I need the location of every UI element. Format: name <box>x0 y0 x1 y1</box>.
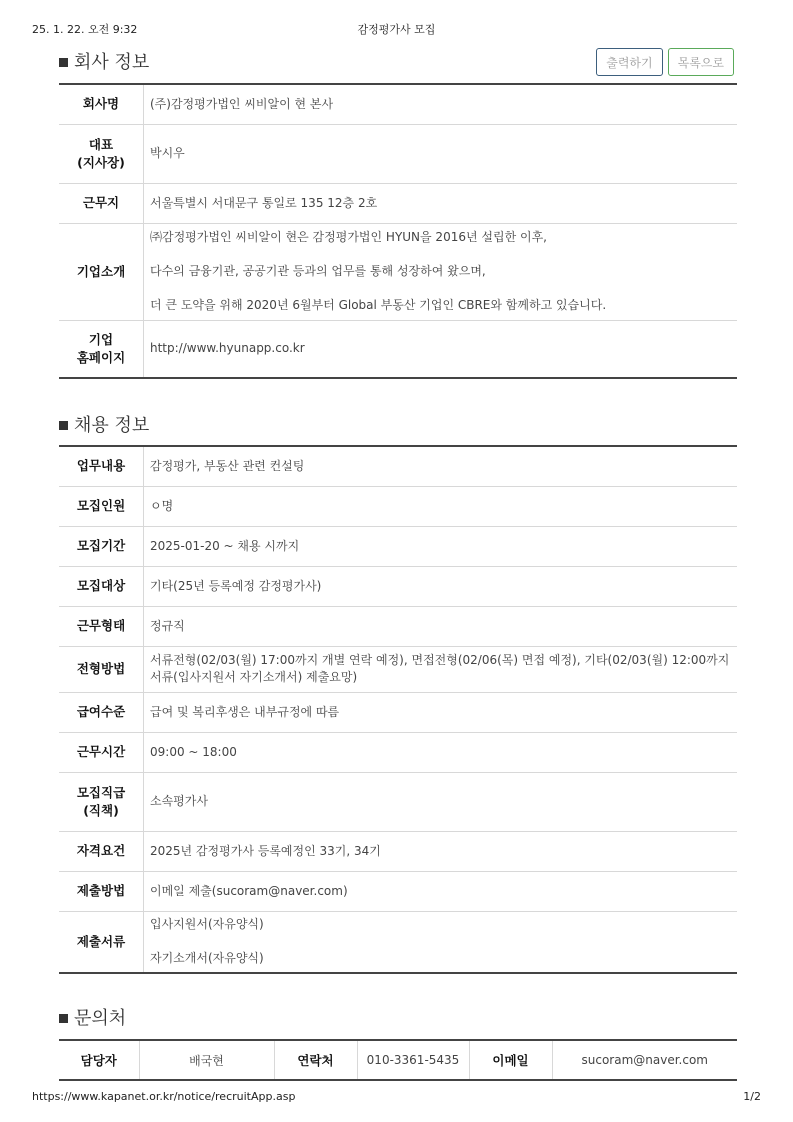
target-label: 모집대상 <box>59 566 144 606</box>
homepage-row <box>59 320 737 378</box>
process-label: 전형방법 <box>59 646 144 692</box>
square-bullet-icon <box>59 1014 68 1023</box>
print-date: 25. 1. 22. 오전 9:32 <box>32 23 138 36</box>
position-value: 소속평가사 <box>144 772 738 831</box>
duty-row <box>59 446 737 486</box>
print-footer <box>32 1090 761 1104</box>
process-row <box>59 646 737 692</box>
qualification-label: 자격요건 <box>59 831 144 871</box>
duty-value: 감정평가, 부동산 관련 컨설팅 <box>150 458 305 473</box>
contact-section-title: 문의처 <box>59 1004 126 1030</box>
period-label: 모집기간 <box>59 526 144 566</box>
phone-label: 연락처 <box>274 1040 357 1080</box>
period-value: 2025-01-20 ~ 채용 시까지 <box>144 526 738 566</box>
contact-table <box>59 1039 737 1081</box>
target-value: 기타(25년 등록예정 감정평가사) <box>144 566 738 606</box>
location-label: 근무지 <box>59 183 144 223</box>
process-value: 서류전형(02/03(월) 17:00까지 개별 연락 예정), 면접전형(02/06(목) 면접 예정), 기타(02/03(월) 12:00까지 서류(입사지원서 자기소개서) 제출요망) <box>144 646 738 692</box>
salary-label: 급여수준 <box>59 692 144 732</box>
document-item: 입사지원서(자유양식) <box>150 917 264 932</box>
intro-label: 기업소개 <box>59 223 144 320</box>
company-name-value: (주)감정평가법인 씨비알이 현 본사 <box>150 96 334 111</box>
contact-row <box>59 1040 737 1080</box>
page-url: https://www.kapanet.or.kr/notice/recruitApp.asp <box>32 1090 296 1103</box>
list-button[interactable]: 목록으로 <box>668 48 734 76</box>
intro-row <box>59 223 737 320</box>
recruit-section-title: 채용 정보 <box>59 411 149 437</box>
documents-value <box>144 911 738 973</box>
submission-method-value: 이메일 제출(sucoram@naver.com) <box>144 871 738 911</box>
document-item: 자기소개서(자유양식) <box>150 951 264 966</box>
square-bullet-icon <box>59 58 68 67</box>
document-title: 감정평가사 모집 <box>357 23 436 36</box>
target-row <box>59 566 737 606</box>
submission-method-row <box>59 871 737 911</box>
square-bullet-icon <box>59 421 68 430</box>
intro-line: 더 큰 도약을 위해 2020년 6월부터 Global 부동산 기업인 CBRE와 함께하고 있습니다. <box>150 298 607 312</box>
documents-row <box>59 911 737 973</box>
company-name-row <box>59 84 737 124</box>
page-number: 1/2 <box>743 1090 761 1103</box>
qualification-value: 2025년 감정평가사 등록예정인 33기, 34기 <box>144 831 738 871</box>
work-type-value: 정규직 <box>144 606 738 646</box>
ceo-row <box>59 124 737 183</box>
period-row <box>59 526 737 566</box>
position-label: 모집직급 (직책) <box>59 772 144 831</box>
phone-value: 010-3361-5435 <box>357 1040 469 1080</box>
salary-value: 급여 및 복리후생은 내부규정에 따름 <box>144 692 738 732</box>
company-info-table <box>59 83 737 379</box>
hours-row <box>59 732 737 772</box>
position-row <box>59 772 737 831</box>
qualification-row <box>59 831 737 871</box>
print-header <box>32 21 761 35</box>
email-value: sucoram@naver.com <box>552 1040 737 1080</box>
recruit-info-table <box>59 445 737 974</box>
hours-value: 09:00 ~ 18:00 <box>144 732 738 772</box>
hours-label: 근무시간 <box>59 732 144 772</box>
action-buttons <box>591 48 734 76</box>
homepage-value <box>144 320 738 378</box>
homepage-label: 기업 홈페이지 <box>59 320 144 378</box>
location-value: 서울특별시 서대문구 통일로 135 12층 2호 <box>144 183 738 223</box>
homepage-link[interactable]: http://www.hyunapp.co.kr <box>150 341 305 356</box>
salary-row <box>59 692 737 732</box>
work-type-row <box>59 606 737 646</box>
location-row <box>59 183 737 223</box>
work-type-label: 근무형태 <box>59 606 144 646</box>
manager-value: 배국현 <box>139 1040 274 1080</box>
intro-line: ㈜감정평가법인 씨비알이 현은 감정평가법인 HYUN을 2016년 설립한 이후, <box>150 230 547 244</box>
manager-label: 담당자 <box>80 1053 117 1068</box>
email-label: 이메일 <box>469 1040 552 1080</box>
intro-line: 다수의 금융기관, 공공기관 등과의 업무를 통해 성장하여 왔으며, <box>150 264 486 278</box>
intro-value <box>144 223 738 320</box>
documents-label: 제출서류 <box>59 911 144 973</box>
company-section-title: 회사 정보 <box>59 48 149 74</box>
company-name-label: 회사명 <box>59 84 144 124</box>
duty-label: 업무내용 <box>59 446 144 486</box>
headcount-label: 모집인원 <box>59 486 144 526</box>
print-button[interactable]: 출력하기 <box>596 48 662 76</box>
ceo-value: 박시우 <box>144 124 738 183</box>
headcount-row <box>59 486 737 526</box>
headcount-value: ㅇ명 <box>144 486 738 526</box>
submission-method-label: 제출방법 <box>59 871 144 911</box>
ceo-label: 대표 (지사장) <box>59 124 144 183</box>
